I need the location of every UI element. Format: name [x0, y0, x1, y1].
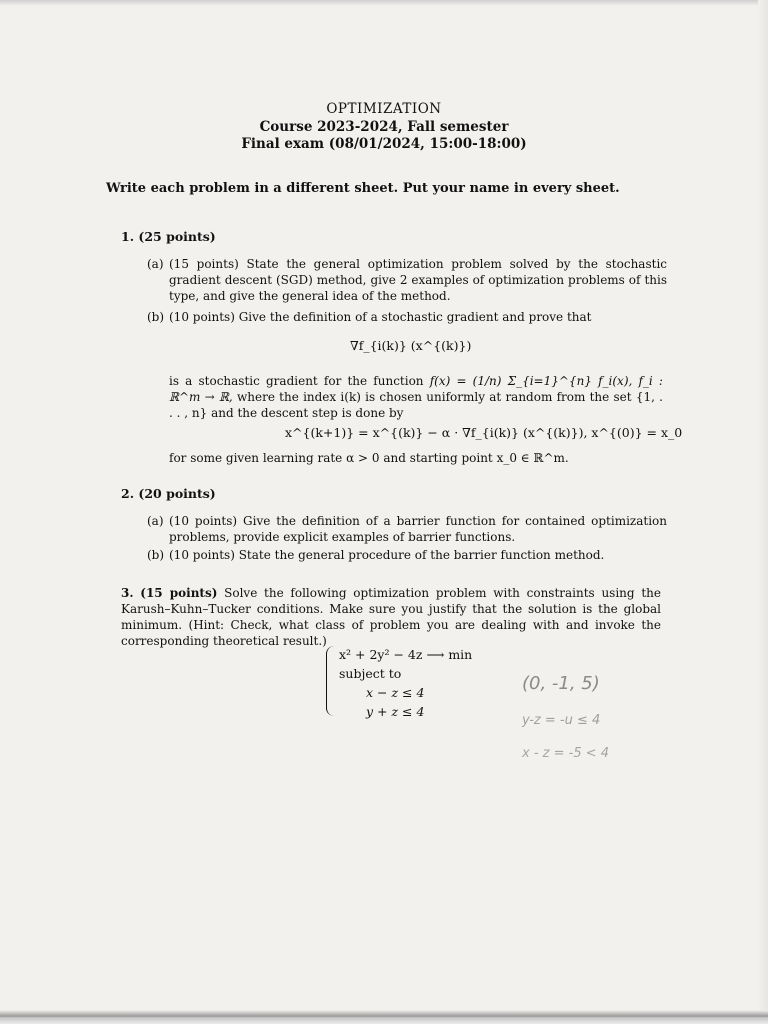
- handwritten-solution-point: (0, -1, 5): [522, 673, 600, 694]
- course-term: Course 2023-2024, Fall semester: [259, 119, 509, 135]
- constraint-2: y + z ≤ 4: [366, 704, 425, 719]
- course-title: OPTIMIZATION: [326, 101, 442, 117]
- instructions: Write each problem in a different sheet. Put your name in every sheet.: [106, 181, 620, 196]
- problem-2-points: (20 points): [138, 486, 216, 501]
- problem-1-number: 1.: [121, 229, 135, 244]
- scan-edge-top: [0, 0, 768, 6]
- problem-2b-text: (10 points) State the general procedure of the barrier function method.: [169, 548, 605, 562]
- problem-1a: [147, 256, 667, 304]
- problem-1b-closing: for some given learning rate α > 0 and starting point x_0 ∈ ℝ^m.: [169, 451, 569, 465]
- problem-1b-text: (10 points) Give the definition of a stochastic gradient and prove that: [169, 310, 592, 324]
- handwritten-check-1: y-z = -u ≤ 4: [522, 713, 601, 728]
- problem-1-points: (25 points): [138, 229, 216, 244]
- handwritten-check-2: x - z = -5 < 4: [522, 746, 610, 761]
- problem-1a-label: (a): [147, 257, 164, 271]
- formula-gradient-text: ∇f_{i(k)} (x^{(k)}): [350, 338, 472, 353]
- problem-2b: [147, 547, 667, 563]
- problem-3: [121, 585, 661, 649]
- problem-2b-label: (b): [147, 548, 165, 562]
- problem-3-number: 3.: [121, 586, 134, 600]
- scan-edge-right: [758, 0, 768, 1024]
- problem-3-text: Solve the following optimization problem with constraints using the Karush–Kuhn–Tucker conditions. Make sure you justify that the solution is the global minimum. (Hint: Check, what class of problem you are dealing with and invoke the corresponding theoretical result.): [121, 586, 661, 648]
- exam-date: Final exam (08/01/2024, 15:00-18:00): [241, 136, 527, 152]
- subject-to-label: subject to: [339, 666, 402, 681]
- problem-1b-label: (b): [147, 310, 165, 324]
- formula-stochastic-gradient: [350, 338, 471, 353]
- scan-edge-bottom: [0, 1010, 768, 1024]
- problem-1b-continued: [169, 373, 663, 421]
- problem-2a: [147, 513, 667, 545]
- problem-1-heading: [121, 229, 216, 245]
- constraint-1: x − z ≤ 4: [366, 685, 425, 700]
- problem-1b: [147, 309, 667, 325]
- objective-function: x² + 2y² − 4z ⟶ min: [339, 647, 473, 662]
- problem-3-points: (15 points): [140, 586, 218, 600]
- problem-2a-label: (a): [147, 514, 164, 528]
- problem-1b-function-line: is a stochastic gradient for the function f(x) = (1/n) Σ_{i=1}^{n} f_i(x), f_i : ℝ^m → ℝ, where the index i(k) is chosen uniformly at random from the set {1, . . . , n} and the descent step is done by: [169, 374, 663, 420]
- problem-2-heading: [121, 486, 216, 502]
- problem-2a-text: (10 points) Give the definition of a barrier function for contained optimization problems, provide explicit examples of barrier functions.: [169, 514, 667, 544]
- formula-descent-step: [285, 425, 682, 440]
- formula-step-text: x^{(k+1)} = x^{(k)} − α · ∇f_{i(k)} (x^{(k)}), x^{(0)} = x_0: [285, 425, 683, 440]
- problem-2-number: 2.: [121, 486, 135, 501]
- problem-1a-text: (15 points) State the general optimization problem solved by the stochastic gradient descent (SGD) method, give 2 examples of optimization problems of this type, and give the general idea of the method.: [169, 257, 667, 303]
- system-brace: [326, 646, 337, 716]
- function-definition: f(x) = (1/n) Σ_{i=1}^{n} f_i(x), f_i : ℝ^m → ℝ,: [169, 374, 663, 404]
